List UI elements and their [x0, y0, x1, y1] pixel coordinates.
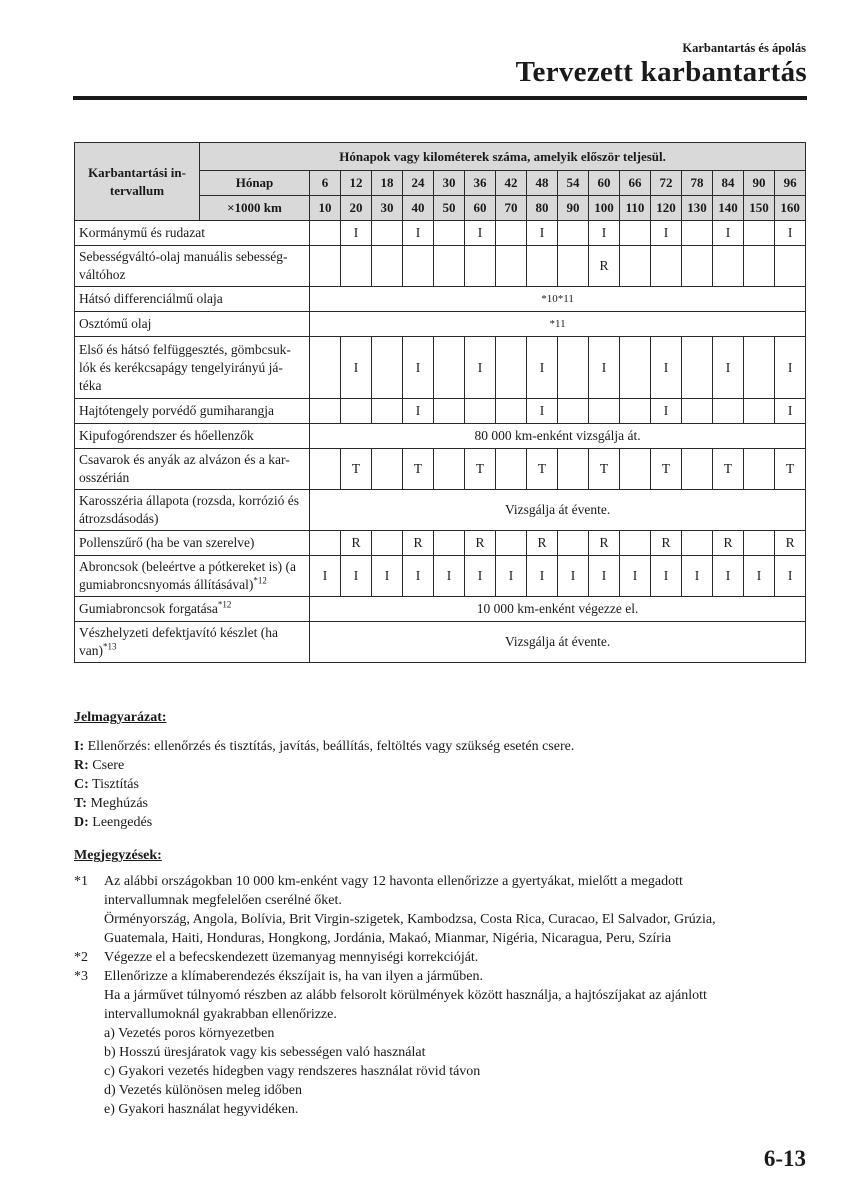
schedule-cell: R [527, 531, 558, 556]
note-line: Guatemala, Haiti, Honduras, Hongkong, Jordánia, Makaó, Mianmar, Nigéria, Nicaragua, Peru, Szíria [104, 931, 672, 946]
schedule-cell: I [651, 337, 682, 399]
table-row [75, 597, 806, 622]
schedule-cell: T [589, 449, 620, 490]
row-label-text: Abroncsok (beleértve a pótkereket is) (a gumiabroncsnyomás állításával) [79, 559, 297, 592]
schedule-cell: T [775, 449, 806, 490]
legend-key: I: [74, 739, 85, 754]
span-cell: *10*11 [310, 287, 806, 312]
schedule-cell [620, 246, 651, 287]
row-label [75, 556, 310, 597]
span-cell: 80 000 km-enként vizsgálja át. [310, 424, 806, 449]
table-row [75, 287, 806, 312]
month-cell: 60 [589, 171, 620, 196]
legend-text: Csere [92, 758, 125, 773]
legend-key: T: [74, 796, 87, 811]
schedule-cell [682, 399, 713, 424]
footnote-ref: *12 [217, 599, 232, 610]
schedule-cell [620, 399, 651, 424]
schedule-cell [744, 531, 775, 556]
schedule-cell [372, 449, 403, 490]
km-cell: 110 [620, 196, 651, 221]
schedule-cell [434, 531, 465, 556]
row-label-text: Kipufogórendszer és hőellenzők [79, 428, 254, 443]
row-label [75, 622, 310, 663]
schedule-cell [310, 531, 341, 556]
legend-item [74, 813, 814, 832]
schedule-cell: I [744, 556, 775, 597]
schedule-cell: T [651, 449, 682, 490]
note-item [74, 872, 814, 948]
km-cell: 20 [341, 196, 372, 221]
schedule-cell [496, 246, 527, 287]
note-line: Ellenőrizze a klímaberendezés ékszíjait is, ha van ilyen a járműben. [104, 969, 484, 984]
notes-heading: Megjegyzések: [74, 848, 162, 863]
schedule-cell [713, 399, 744, 424]
km-cell: 130 [682, 196, 713, 221]
month-cell: 72 [651, 171, 682, 196]
row-label-text: Vészhelyzeti defektjavító készlet (ha van) [79, 625, 279, 658]
month-label: Hónap [200, 171, 310, 196]
schedule-cell: I [775, 221, 806, 246]
schedule-cell [744, 399, 775, 424]
km-cell: 80 [527, 196, 558, 221]
schedule-cell: R [589, 246, 620, 287]
row-label-text: Hátsó differenciálmű olaja [79, 291, 223, 306]
schedule-cell: I [310, 556, 341, 597]
schedule-cell [558, 399, 589, 424]
month-cell: 66 [620, 171, 651, 196]
schedule-cell [434, 337, 465, 399]
span-cell: *11 [310, 312, 806, 337]
schedule-cell: I [496, 556, 527, 597]
note-line: Végezze el a befecskendezett üzemanyag mennyiségi korrekcióját. [104, 950, 479, 965]
row-label [75, 424, 310, 449]
schedule-cell: T [341, 449, 372, 490]
schedule-cell: I [403, 337, 434, 399]
row-label-text: Osztómű olaj [79, 316, 152, 331]
table-row [75, 449, 806, 490]
km-cell: 60 [465, 196, 496, 221]
month-cell: 42 [496, 171, 527, 196]
schedule-cell: I [527, 399, 558, 424]
span-cell: Vizsgálja át évente. [310, 622, 806, 663]
row-label [75, 221, 310, 246]
note-subitem: a) Vezetés poros környezetben [104, 1026, 275, 1041]
schedule-cell: I [527, 556, 558, 597]
schedule-cell: I [403, 221, 434, 246]
legend-text: Ellenőrzés: ellenőrzés és tisztítás, javítás, beállítás, feltöltés vagy szükség esetén csere. [87, 739, 575, 754]
schedule-cell: R [713, 531, 744, 556]
km-cell: 120 [651, 196, 682, 221]
month-cell: 36 [465, 171, 496, 196]
note-item [74, 967, 814, 1119]
schedule-cell [620, 449, 651, 490]
schedule-cell [496, 399, 527, 424]
schedule-cell: I [434, 556, 465, 597]
month-cell: 18 [372, 171, 403, 196]
note-mark: *2 [74, 950, 88, 965]
km-cell: 40 [403, 196, 434, 221]
km-cell: 10 [310, 196, 341, 221]
schedule-cell [341, 246, 372, 287]
table-row [75, 221, 806, 246]
schedule-cell [589, 399, 620, 424]
schedule-cell [558, 246, 589, 287]
row-label [75, 449, 310, 490]
legend-item [74, 794, 814, 813]
schedule-cell [744, 337, 775, 399]
schedule-cell: T [403, 449, 434, 490]
schedule-cell [775, 246, 806, 287]
legend-key: D: [74, 815, 89, 830]
schedule-cell [620, 531, 651, 556]
schedule-cell [310, 399, 341, 424]
schedule-cell: I [682, 556, 713, 597]
schedule-cell: I [465, 221, 496, 246]
row-label-text: Pollenszűrő (ha be van szerelve) [79, 535, 255, 550]
km-cell: 100 [589, 196, 620, 221]
schedule-cell: I [341, 221, 372, 246]
note-subitem: b) Hosszú üresjáratok vagy kis sebességen való használat [104, 1045, 426, 1060]
header-subtitle: Karbantartás és ápolás [682, 41, 806, 55]
legend-text: Meghúzás [90, 796, 149, 811]
schedule-cell [434, 246, 465, 287]
schedule-cell: I [713, 221, 744, 246]
schedule-cell [496, 221, 527, 246]
row-label-text: Kormánymű és rudazat [79, 225, 205, 240]
note-line: Örményország, Angola, Bolívia, Brit Virgin-szigetek, Kambodzsa, Costa Rica, Curacao, El Salvador, Grúzia, [104, 912, 716, 927]
schedule-cell: R [403, 531, 434, 556]
interval-header: Karbantartási in-tervallum [75, 143, 200, 221]
schedule-cell [310, 449, 341, 490]
schedule-cell [744, 449, 775, 490]
row-label-text: Első és hátsó felfüggesztés, gömbcsuk-lók és kerékcsapágy tengelyirányú já-téka [79, 341, 291, 393]
schedule-cell: I [589, 337, 620, 399]
schedule-cell [744, 246, 775, 287]
schedule-cell: I [341, 556, 372, 597]
schedule-cell [434, 449, 465, 490]
month-cell: 30 [434, 171, 465, 196]
table-row [75, 246, 806, 287]
km-cell: 160 [775, 196, 806, 221]
row-label [75, 399, 310, 424]
note-subitem: d) Vezetés különösen meleg időben [104, 1083, 303, 1098]
maintenance-table [74, 142, 806, 663]
schedule-cell: I [527, 221, 558, 246]
row-label [75, 597, 310, 622]
schedule-cell [310, 246, 341, 287]
schedule-cell: I [403, 399, 434, 424]
schedule-cell: I [775, 337, 806, 399]
schedule-cell [713, 246, 744, 287]
footnote-ref: *12 [253, 575, 267, 586]
table-row [75, 531, 806, 556]
schedule-cell: R [465, 531, 496, 556]
schedule-cell [682, 246, 713, 287]
schedule-cell: I [341, 337, 372, 399]
schedule-cell [372, 337, 403, 399]
header-rule [73, 96, 807, 100]
schedule-cell: I [713, 556, 744, 597]
schedule-cell [527, 246, 558, 287]
schedule-cell [744, 221, 775, 246]
legend-key: C: [74, 777, 89, 792]
legend [74, 708, 814, 832]
footnote-ref: *13 [103, 641, 117, 652]
schedule-cell [372, 221, 403, 246]
km-cell: 50 [434, 196, 465, 221]
row-label-text: Karosszéria állapota (rozsda, korrózió és átrozsdásodás) [79, 493, 300, 526]
schedule-cell: T [465, 449, 496, 490]
schedule-cell: R [341, 531, 372, 556]
schedule-cell [341, 399, 372, 424]
month-cell: 78 [682, 171, 713, 196]
schedule-cell: I [465, 556, 496, 597]
table-row [75, 312, 806, 337]
table-row [75, 399, 806, 424]
schedule-cell: R [775, 531, 806, 556]
table-row [75, 424, 806, 449]
schedule-cell: T [527, 449, 558, 490]
legend-text: Tisztítás [92, 777, 139, 792]
schedule-cell: I [651, 221, 682, 246]
span-cell: 10 000 km-enként végezze el. [310, 597, 806, 622]
schedule-cell: I [558, 556, 589, 597]
note-line: Ha a járművet túlnyomó részben az alább felsorolt körülmények között használja, a hajtószíjakat az ajánlott [104, 988, 707, 1003]
note-mark: *1 [74, 874, 88, 889]
notes [74, 872, 814, 1119]
note-line: Az alábbi országokban 10 000 km-enként vagy 12 havonta ellenőrizze a gyertyákat, mielőtt a megadott [104, 874, 683, 889]
row-label [75, 287, 310, 312]
km-cell: 30 [372, 196, 403, 221]
schedule-cell: R [589, 531, 620, 556]
schedule-cell: I [651, 399, 682, 424]
month-cell: 12 [341, 171, 372, 196]
schedule-cell [465, 246, 496, 287]
schedule-cell: I [589, 221, 620, 246]
note-subitem: c) Gyakori vezetés hidegben vagy rendszeres használat rövid távon [104, 1064, 481, 1079]
schedule-cell [372, 399, 403, 424]
schedule-cell: I [651, 556, 682, 597]
month-cell: 54 [558, 171, 589, 196]
row-label [75, 337, 310, 399]
schedule-cell [620, 221, 651, 246]
schedule-cell [682, 449, 713, 490]
schedule-cell [465, 399, 496, 424]
schedule-cell [682, 221, 713, 246]
schedule-cell: I [589, 556, 620, 597]
schedule-cell: I [527, 337, 558, 399]
schedule-cell [496, 449, 527, 490]
legend-heading: Jelmagyarázat: [74, 710, 167, 725]
row-label [75, 312, 310, 337]
note-line: intervallumnak megfelelően cserélné őket. [104, 893, 342, 908]
note-line: intervallumoknál gyakrabban ellenőrizze. [104, 1007, 337, 1022]
schedule-cell [372, 246, 403, 287]
km-cell: 150 [744, 196, 775, 221]
km-label: ×1000 km [200, 196, 310, 221]
schedule-cell: I [465, 337, 496, 399]
month-cell: 96 [775, 171, 806, 196]
schedule-cell [310, 221, 341, 246]
row-label [75, 490, 310, 531]
month-cell: 48 [527, 171, 558, 196]
legend-text: Leengedés [92, 815, 153, 830]
schedule-cell [651, 246, 682, 287]
schedule-cell [558, 221, 589, 246]
legend-item [74, 775, 814, 794]
km-cell: 70 [496, 196, 527, 221]
page-title: Tervezett karbantartás [515, 56, 807, 88]
legend-item [74, 737, 814, 756]
km-cell: 90 [558, 196, 589, 221]
schedule-cell: I [775, 556, 806, 597]
row-label-text: Hajtótengely porvédő gumiharangja [79, 403, 274, 418]
note-body [104, 872, 814, 948]
legend-item [74, 756, 814, 775]
km-cell: 140 [713, 196, 744, 221]
page-number: 6-13 [763, 1146, 806, 1171]
schedule-cell: I [775, 399, 806, 424]
schedule-cell [620, 337, 651, 399]
span-cell: Vizsgálja át évente. [310, 490, 806, 531]
schedule-cell [558, 449, 589, 490]
month-cell: 24 [403, 171, 434, 196]
schedule-cell [558, 337, 589, 399]
schedule-cell [682, 531, 713, 556]
schedule-cell [310, 337, 341, 399]
row-label [75, 246, 310, 287]
row-label-text: Gumiabroncsok forgatása [79, 601, 218, 616]
table-row [75, 337, 806, 399]
row-label-text: Csavarok és anyák az alvázon és a kar-osszérián [79, 452, 290, 485]
schedule-cell [403, 246, 434, 287]
schedule-cell: I [620, 556, 651, 597]
schedule-cell [434, 221, 465, 246]
schedule-cell [496, 337, 527, 399]
schedule-cell: I [403, 556, 434, 597]
schedule-cell [434, 399, 465, 424]
month-cell: 84 [713, 171, 744, 196]
span-header: Hónapok vagy kilométerek száma, amelyik először teljesül. [200, 143, 806, 171]
table-row [75, 490, 806, 531]
note-mark: *3 [74, 969, 88, 984]
schedule-cell [558, 531, 589, 556]
schedule-cell: R [651, 531, 682, 556]
month-cell: 90 [744, 171, 775, 196]
schedule-cell: T [713, 449, 744, 490]
note-item [74, 948, 814, 967]
row-label [75, 531, 310, 556]
schedule-cell [496, 531, 527, 556]
table-row [75, 622, 806, 663]
legend-key: R: [74, 758, 89, 773]
schedule-cell [682, 337, 713, 399]
month-cell: 6 [310, 171, 341, 196]
schedule-cell: I [713, 337, 744, 399]
note-subitem: e) Gyakori használat hegyvidéken. [104, 1102, 299, 1117]
table-row [75, 556, 806, 597]
schedule-cell: I [372, 556, 403, 597]
note-body [104, 948, 814, 967]
notes-heading-wrap [74, 846, 814, 865]
schedule-cell [372, 531, 403, 556]
row-label-text: Sebességváltó-olaj manuális sebesség-váltóhoz [79, 249, 288, 282]
note-body [104, 967, 814, 1119]
